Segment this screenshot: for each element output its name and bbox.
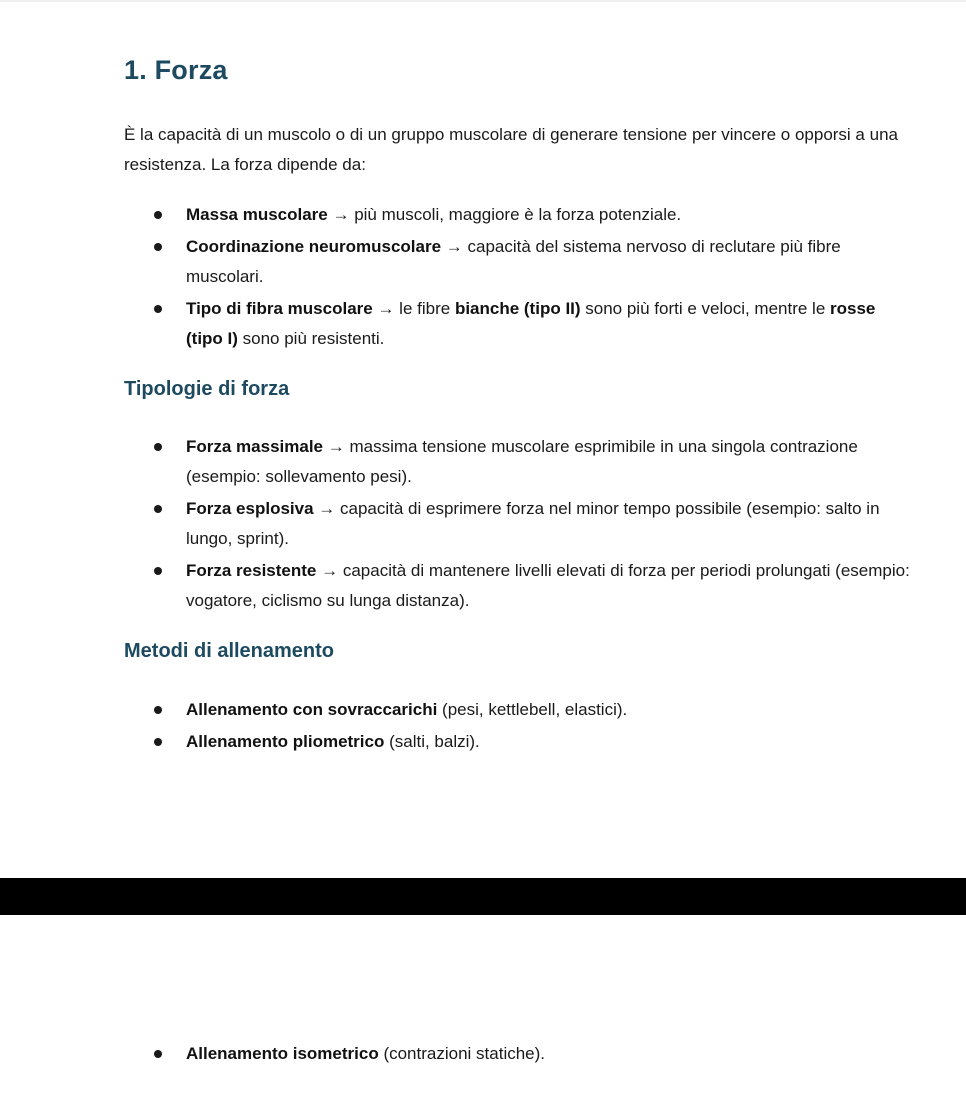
list-item: Tipo di fibra muscolare → le fibre bianche (tipo II) sono più forti e veloci, mentre le rosse (tipo I) sono più resistenti. [150, 294, 910, 354]
list-item: Forza esplosiva → capacità di esprimere forza nel minor tempo possibile (esempio: salto in lungo, sprint). [150, 494, 910, 554]
list-item: Allenamento isometrico (contrazioni statiche). [150, 1039, 910, 1069]
metodi-list-continued [150, 1039, 910, 1071]
list-item: Forza massimale → massima tensione muscolare esprimibile in una singola contrazione (esempio: sollevamento pesi). [150, 432, 910, 492]
list-item: Massa muscolare → più muscoli, maggiore è la forza potenziale. [150, 200, 910, 230]
document-page-2 [0, 915, 966, 1111]
metodi-heading: Metodi di allenamento [124, 640, 335, 662]
tipologie-heading: Tipologie di forza [124, 378, 290, 400]
factors-list [150, 200, 910, 356]
section-title: 1. Forza [124, 55, 228, 85]
metodi-list [150, 695, 910, 759]
list-item: Allenamento pliometrico (salti, balzi). [150, 727, 910, 757]
tipologie-list [150, 432, 910, 618]
intro-paragraph: È la capacità di un muscolo o di un gruppo muscolare di generare tensione per vincere o opporsi a una resistenza. La forza dipende da: [124, 125, 898, 174]
list-item: Forza resistente → capacità di mantenere livelli elevati di forza per periodi prolungati (esempio: vogatore, ciclismo su lunga distanza). [150, 556, 910, 616]
list-item: Allenamento con sovraccarichi (pesi, kettlebell, elastici). [150, 695, 910, 725]
list-item: Coordinazione neuromuscolare → capacità del sistema nervoso di reclutare più fibre muscolari. [150, 232, 910, 292]
page-separator [0, 878, 966, 915]
